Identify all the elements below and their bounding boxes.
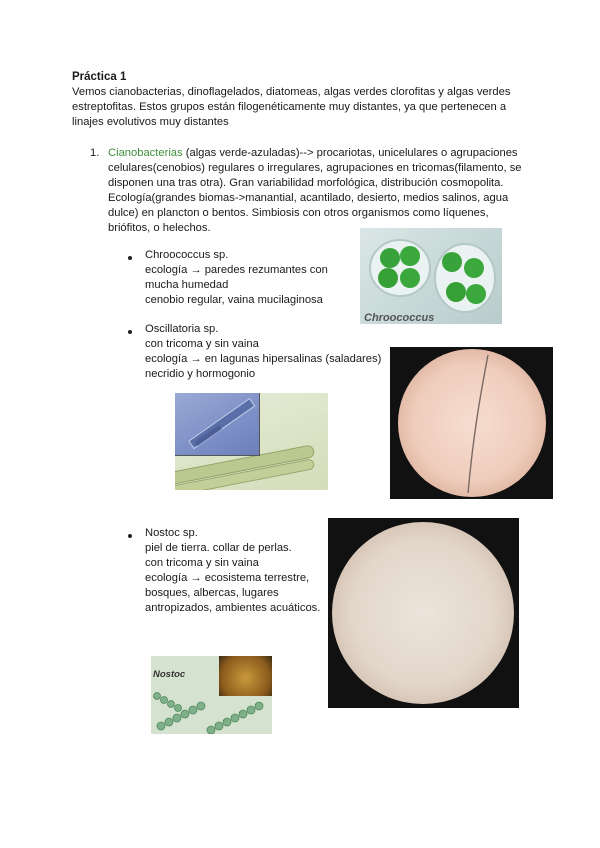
item1-line: Ecología(grandes biomas->manantial, acantilado, desierto, medios salinos, agua [108, 192, 509, 204]
intro-line-2: estreptofitas. Estos grupos están filogenéticamente muy distantes, ya que pertenecen a [72, 101, 507, 113]
species-name-oscillatoria: Oscillatoria sp. [145, 323, 219, 335]
species-text: con tricoma y sin vaina [145, 338, 259, 350]
species-text: cenobio regular, vaina mucilaginosa [145, 294, 323, 306]
species-text: con tricoma y sin vaina [145, 557, 259, 569]
intro-line-3: linajes evolutivos muy distantes [72, 116, 229, 128]
species-text: ecología → paredes rezumantes con [145, 264, 328, 276]
cell-colony-right [435, 244, 495, 312]
bullet-point [128, 256, 132, 260]
item1-line: disponen una tras otra). Gran variabilidad morfológica, distribución cosmopolita. [108, 177, 504, 189]
image-label: Nostoc [153, 669, 186, 680]
item1-line: briófitos, o helechos. [108, 222, 211, 234]
species-text: ecología → en lagunas hipersalinas (saladares) [145, 353, 382, 365]
cell-colony-left [370, 240, 430, 296]
chroococcus-image [360, 228, 502, 324]
page-title: Práctica 1 [72, 71, 127, 83]
image-label: Chroococcus [364, 312, 435, 324]
species-text: mucha humedad [145, 279, 229, 291]
item1-first-line [108, 146, 518, 161]
species-text: piel de tierra. collar de perlas. [145, 542, 292, 554]
species-name-nostoc: Nostoc sp. [145, 527, 198, 539]
oscillatoria-image [175, 393, 328, 490]
filament-line [468, 355, 488, 493]
item1-first-line-rest: (algas verde-azuladas)--> procariotas, unicelulares o agrupaciones [182, 147, 518, 159]
species-text: antropizados, ambientes acuáticos. [145, 602, 321, 614]
bullet-point [128, 330, 132, 334]
term-cianobacterias: Cianobacterias [108, 147, 183, 159]
nostoc-image [151, 656, 272, 734]
species-name-chroococcus: Chroococcus sp. [145, 249, 229, 261]
species-text: ecología → ecosistema terrestre, [145, 572, 310, 584]
item1-line: celulares(cenobios) regulares o irregulares, agrupaciones en tricomas(filamento, se [108, 162, 522, 174]
nostoc-colony-photo [219, 656, 272, 696]
bead-chains [154, 693, 264, 735]
list-number: 1. [90, 147, 100, 159]
oscillatoria-micrograph [390, 347, 553, 499]
inset-micrograph [175, 393, 260, 456]
nostoc-micrograph [328, 518, 519, 708]
species-text: necridio y hormogonio [145, 368, 256, 380]
item1-line: dulce) en plancton o bentos. Simbiosis con otros organismos como líquenes, [108, 207, 489, 219]
intro-line-1: Vemos cianobacterias, dinoflagelados, diatomeas, algas verdes clorofitas y algas verdes [72, 86, 511, 98]
bullet-point [128, 534, 132, 538]
species-text: bosques, albercas, lugares [145, 587, 279, 599]
